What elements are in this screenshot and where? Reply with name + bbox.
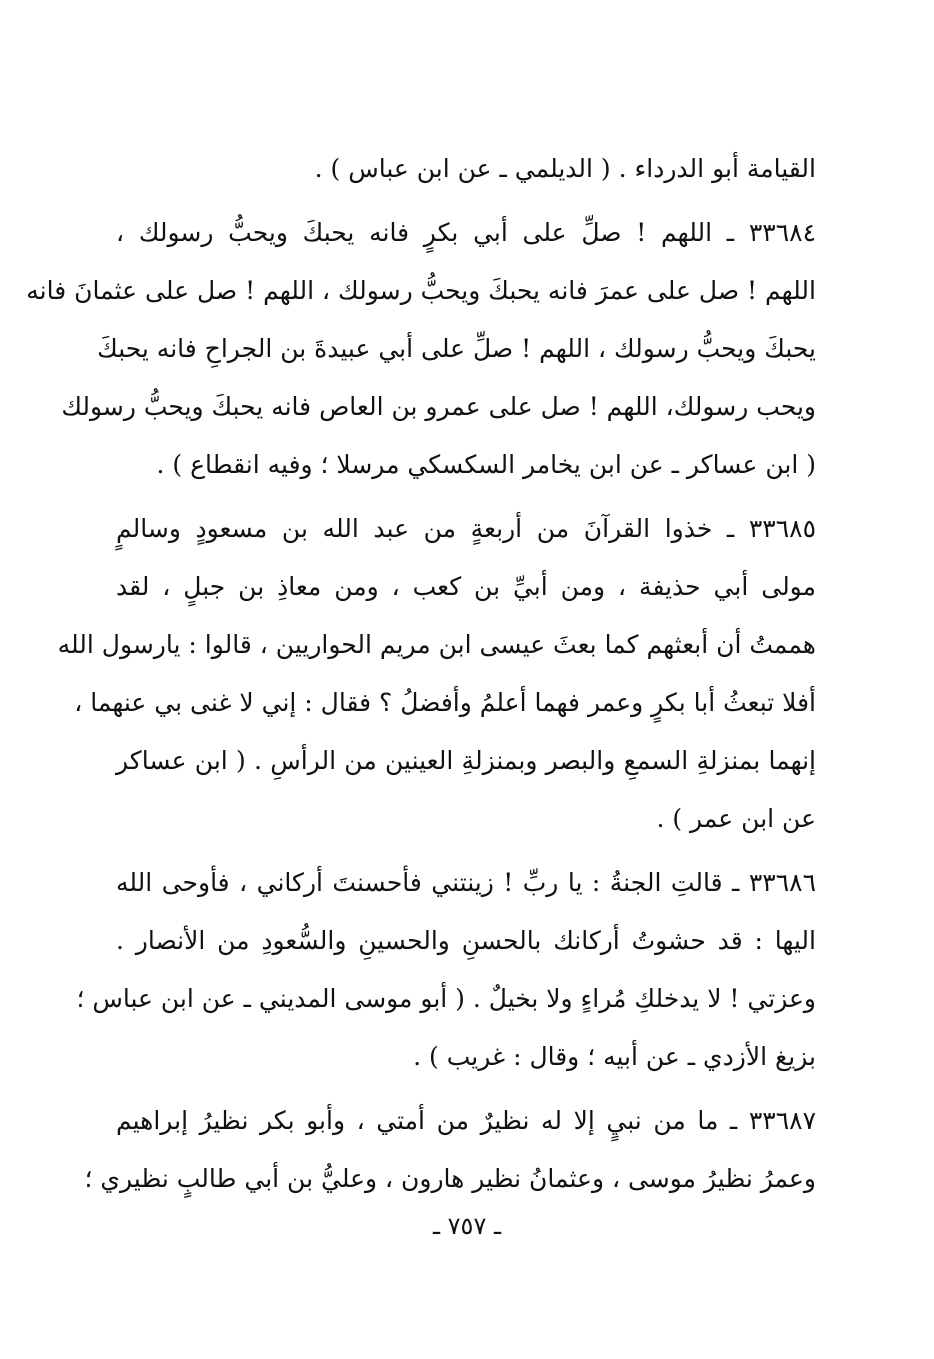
text-line: القيامة أبو الدرداء . ( الديلمي ـ عن ابن عباس ) . <box>314 154 816 183</box>
text-line: اللهم ! صل على عمرَ فانه يحبكَ ويحبُّ رسولك ، اللهم ! صل على عثمانَ فانه <box>26 276 816 305</box>
text-line: عن ابن عمر ) . <box>656 804 816 833</box>
text-line: إنهما بمنزلةِ السمعِ والبصر وبمنزلةِ العينين من الرأسِ . ( ابن عساكر <box>116 746 816 775</box>
text-line: وعزتي ! لا يدخلكِ مُراءٍ ولا بخيلٌ . ( أبو موسى المديني ـ عن ابن عباس ؛ <box>76 984 816 1013</box>
text-line: يحبكَ ويحبُّ رسولك ، اللهم ! صلِّ على أبي عبيدةَ بن الجراحِ فانه يحبكَ <box>97 334 816 363</box>
text-line: ( ابن عساكر ـ عن ابن يخامر السكسكي مرسلا ؛ وفيه انقطاع ) . <box>156 450 816 479</box>
text-line: ٣٣٦٨٦ ـ قالتِ الجنةُ : يا ربِّ ! زينتني فأحسنتَ أركاني ، فأوحى الله <box>116 868 816 897</box>
text-line: أفلا تبعثُ أبا بكرٍ وعمر فهما أعلمُ وأفضلُ ؟ فقال : إني لا غنى بي عنهما ، <box>74 688 816 717</box>
text-line: ٣٣٦٨٧ ـ ما من نبيٍ إلا له نظيرٌ من أمتي ، وأبو بكر نظيرُ إبراهيم <box>116 1106 816 1135</box>
page-number: ـ ٧٥٧ ـ <box>432 1212 501 1240</box>
page-body-text <box>26 140 816 1208</box>
text-line: هممتُ أن أبعثهم كما بعثَ عيسى ابن مريم الحواريين ، قالوا : يارسول الله <box>57 630 816 659</box>
text-line: مولى أبي حذيفة ، ومن أبيِّ بن كعب ، ومن معاذِ بن جبلٍ ، لقد <box>116 572 816 601</box>
text-line: ٣٣٦٨٥ ـ خذوا القرآنَ من أربعةٍ من عبد الله بن مسعودٍ وسالمٍ <box>116 514 816 543</box>
text-line: وعمرُ نظيرُ موسى ، وعثمانُ نظير هارون ، وعليُّ بن أبي طالبٍ نظيري ؛ <box>84 1164 816 1193</box>
text-line: ٣٣٦٨٤ ـ اللهم ! صلِّ على أبي بكرٍ فانه يحبكَ ويحبُّ رسولك ، <box>116 218 816 247</box>
text-line: بزيغ الأزدي ـ عن أبيه ؛ وقال : غريب ) . <box>413 1042 816 1071</box>
text-line: اليها : قد حشوتُ أركانك بالحسنِ والحسينِ والسُّعودِ من الأنصار . <box>116 926 816 955</box>
text-line: ويحب رسولك، اللهم ! صل على عمرو بن العاص فانه يحبكَ ويحبُّ رسولك <box>61 392 816 421</box>
